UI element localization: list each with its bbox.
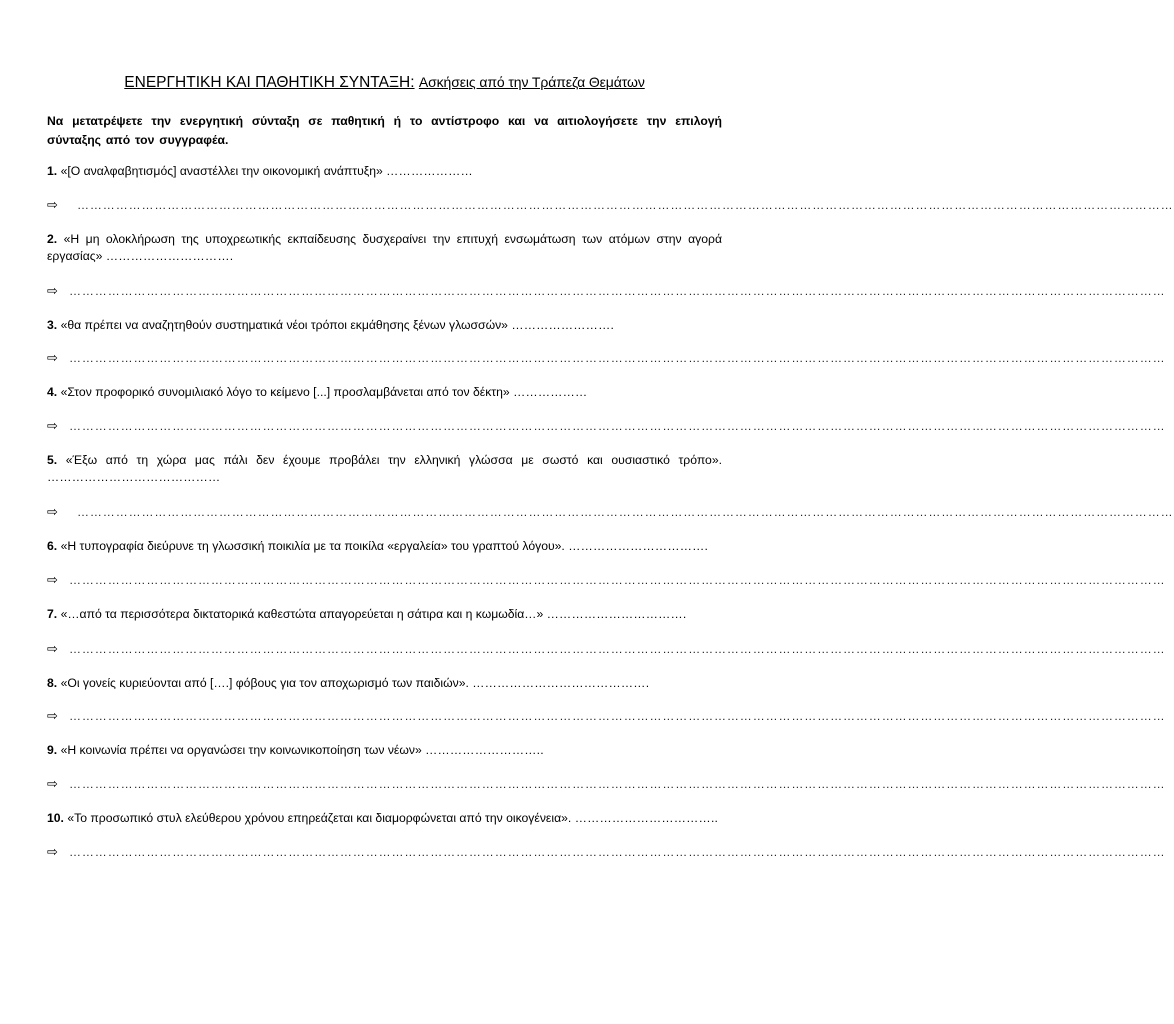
answer-dots: ………………………………………………………………………………………………………………………………………………………………………………………………………………………………… <box>69 641 1166 656</box>
instructions: Να μετατρέψετε την ενεργητική σύνταξη σε παθητική ή το αντίστροφο και να αιτιολογήσετε την επιλογή σύνταξης από τον συγγραφέα. <box>47 114 722 147</box>
title-subtitle: Ασκήσεις από την Τράπεζα Θεμάτων <box>418 74 645 90</box>
exercise-blank: …………………………….. <box>574 810 719 825</box>
exercise-7 <box>47 606 1166 657</box>
exercise-question <box>47 452 722 487</box>
exercise-number: 9. <box>47 743 58 757</box>
exercise-number: 8. <box>47 675 58 690</box>
answer-line[interactable] <box>47 503 1174 520</box>
exercise-text: «Οι γονείς κυριεύονται από [….] φόβους για τον αποχωρισμό των παιδιών». <box>60 675 469 690</box>
exercise-text: «θα πρέπει να αναζητηθούν συστηματικά νέοι τρόποι εκμάθησης ξένων γλωσσών» <box>60 317 508 332</box>
exercise-10 <box>47 810 1166 861</box>
page-title <box>47 72 722 93</box>
exercise-blank: ……………………………………. <box>472 675 650 690</box>
exercise-list <box>47 163 1174 860</box>
exercise-text: «Η μη ολοκλήρωση της υποχρεωτικής εκπαίδευσης δυσχεραίνει την επιτυχή ενσωμάτωση των ατόμων στην αγορά εργασίας» <box>47 231 723 263</box>
exercise-number: 4. <box>47 385 58 399</box>
exercise-blank: ……………………………. <box>568 538 709 553</box>
exercise-blank: ……………………………. <box>546 607 687 621</box>
exercise-blank: …………………………………… <box>47 470 221 484</box>
exercise-text: «Στον προφορικό συνομιλιακό λόγο το κείμενο [...] προσλαμβάνεται από τον δέκτη» <box>60 385 510 399</box>
answer-dots: ………………………………………………………………………………………………………………………………………………………………………………………………………………………………… <box>69 283 1166 298</box>
answer-line[interactable] <box>47 417 1166 434</box>
answer-line[interactable] <box>47 572 1166 588</box>
exercise-text: «…από τα περισσότερα δικτατορικά καθεστώτα απαγορεύεται η σάτιρα και η κωμωδία…» <box>60 607 544 621</box>
exercise-blank: ………………… <box>386 164 473 178</box>
arrow-right-icon: ⇨ <box>47 282 58 298</box>
exercise-number: 1. <box>47 164 58 178</box>
answer-line[interactable] <box>47 282 1166 299</box>
answer-dots: ………………………………………………………………………………………………………………………………………………………………………………………………………………………………… <box>69 418 1166 433</box>
arrow-right-icon: ⇨ <box>47 708 58 723</box>
exercise-number: 10. <box>47 810 64 825</box>
exercise-question <box>47 742 722 760</box>
exercise-blank: ……………… <box>513 385 588 399</box>
exercise-number: 7. <box>47 607 58 621</box>
exercise-question <box>47 810 722 828</box>
arrow-right-icon: ⇨ <box>47 350 58 365</box>
arrow-right-icon: ⇨ <box>47 196 58 212</box>
exercise-question <box>47 538 722 556</box>
exercise-8 <box>47 675 1166 725</box>
answer-dots: ………………………………………………………………………………………………………………………………………………………………………………………………………………………………… <box>69 573 1166 587</box>
arrow-right-icon: ⇨ <box>47 503 58 519</box>
exercise-text: «[Ο αναλφαβητισμός] αναστέλλει την οικονομική ανάπτυξη» <box>60 164 383 178</box>
exercise-number: 5. <box>47 452 58 467</box>
arrow-right-icon: ⇨ <box>47 775 58 791</box>
exercise-text: «Το προσωπικό στυλ ελεύθερου χρόνου επηρεάζεται και διαμορφώνεται από την οικογένεια». <box>67 810 572 825</box>
arrow-right-icon: ⇨ <box>47 417 58 433</box>
answer-dots: ………………………………………………………………………………………………………………………………………………………………………………………………………………………………… <box>69 776 1166 791</box>
exercise-number: 3. <box>47 317 58 332</box>
exercise-blank: ……………………….. <box>425 743 544 757</box>
exercise-2 <box>47 231 1166 299</box>
answer-line[interactable] <box>47 708 1166 724</box>
exercise-question <box>47 163 722 181</box>
exercise-text: «Η τυπογραφία διεύρυνε τη γλωσσική ποικιλία με τα ποικίλα «εργαλεία» του γραπτού λόγου». <box>60 538 565 553</box>
exercise-blank: …………………………. <box>105 249 234 263</box>
answer-line[interactable] <box>47 775 1166 792</box>
answer-line[interactable] <box>47 196 1174 213</box>
exercise-5 <box>47 452 1174 520</box>
exercise-1 <box>47 163 1174 213</box>
answer-dots: ………………………………………………………………………………………………………………………………………………………………………………………………………………………………… <box>69 845 1166 859</box>
exercise-question <box>47 606 722 624</box>
exercise-question <box>47 317 722 335</box>
exercise-6 <box>47 538 1166 589</box>
arrow-right-icon: ⇨ <box>47 572 58 587</box>
title-main: ΕΝΕΡΓΗΤΙΚΗ ΚΑΙ ΠΑΘΗΤΙΚΗ ΣΥΝΤΑΞΗ: <box>124 74 415 91</box>
exercise-number: 2. <box>47 231 58 246</box>
answer-dots: ………………………………………………………………………………………………………………………………………………………………………………………………………………………………… <box>77 504 1174 519</box>
answer-line[interactable] <box>47 350 1166 366</box>
answer-dots: ………………………………………………………………………………………………………………………………………………………………………………………………………………………………… <box>77 197 1174 212</box>
exercise-number: 6. <box>47 538 58 553</box>
exercise-9 <box>47 742 1166 792</box>
answer-line[interactable] <box>47 844 1166 860</box>
exercise-question <box>47 231 722 266</box>
arrow-right-icon: ⇨ <box>47 844 58 859</box>
answer-dots: ………………………………………………………………………………………………………………………………………………………………………………………………………………………………… <box>69 351 1166 365</box>
exercise-4 <box>47 384 1166 434</box>
exercise-3 <box>47 317 1166 367</box>
exercise-blank: ……………………. <box>511 317 615 332</box>
exercise-question <box>47 675 722 693</box>
answer-dots: ………………………………………………………………………………………………………………………………………………………………………………………………………………………………… <box>69 709 1166 723</box>
answer-line[interactable] <box>47 640 1166 657</box>
exercise-question <box>47 384 722 402</box>
exercise-text: «Έξω από τη χώρα μας πάλι δεν έχουμε προβάλει την ελληνική γλώσσα με σωστό και ουσιαστικό τρόπο». <box>65 452 722 467</box>
arrow-right-icon: ⇨ <box>47 640 58 656</box>
exercise-text: «Η κοινωνία πρέπει να οργανώσει την κοινωνικοποίηση των νέων» <box>60 743 422 757</box>
